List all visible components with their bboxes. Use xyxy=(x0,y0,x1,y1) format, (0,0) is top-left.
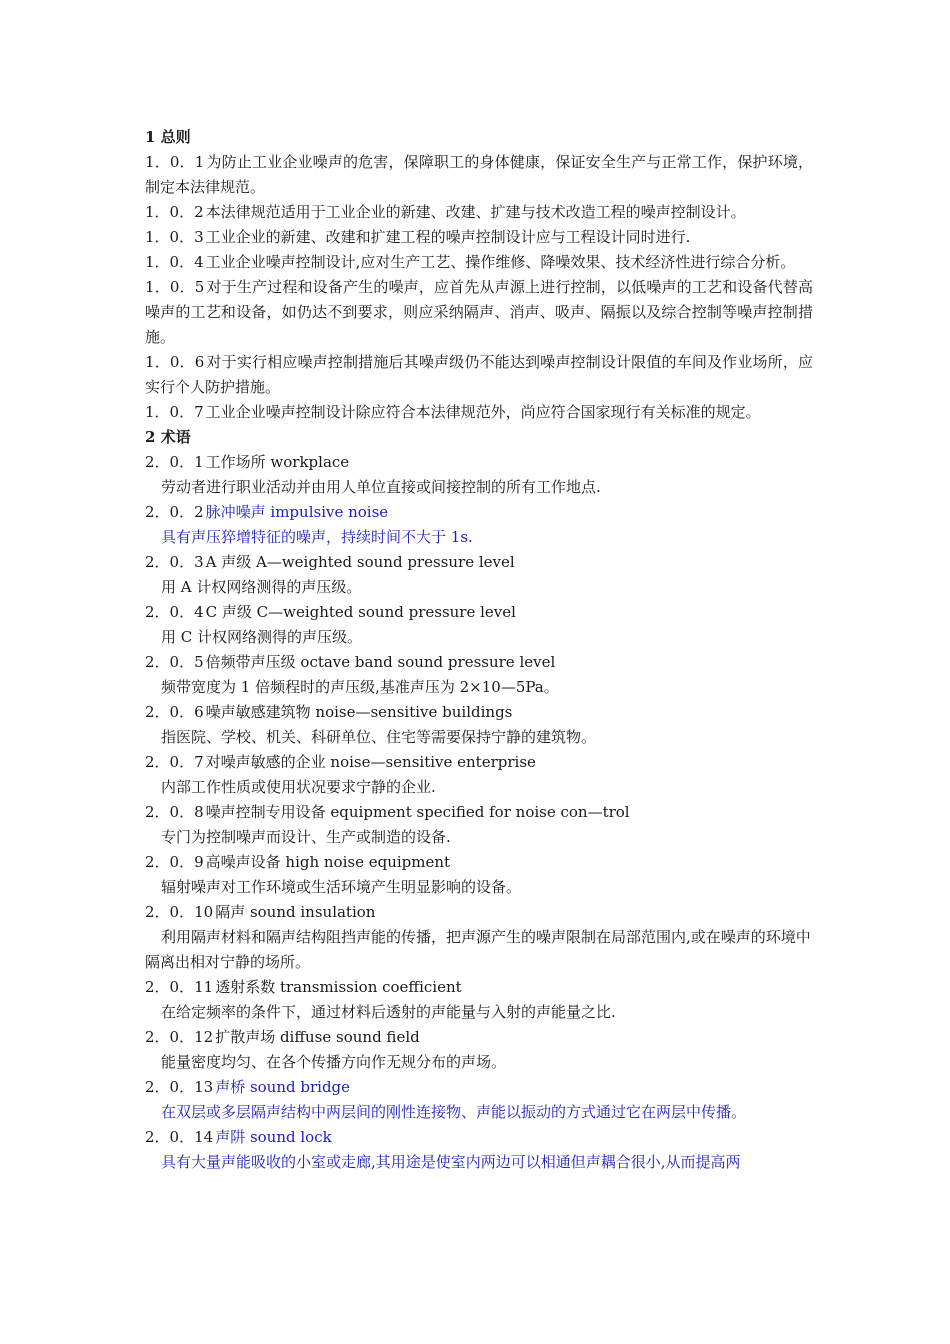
document-body xyxy=(145,125,813,1175)
clause-1-0-4: 1．0．4 工业企业噪声控制设计,应对生产工艺、操作维修、降噪效果、技术经济性进行综合分析。 xyxy=(145,253,796,271)
term-2-0-3: 2．0．3 A 声级 A—weighted sound pressure level xyxy=(145,553,515,571)
section-heading-terms: 2 术语 xyxy=(145,428,191,446)
term-2-0-10: 2．0．10 隔声 sound insulation xyxy=(145,903,376,921)
term-definition: 具有声压猝增特征的噪声，持续时间不大于 1s. xyxy=(161,528,473,546)
term-definition: 用 C 计权网络测得的声压级。 xyxy=(161,628,363,646)
term-definition: 具有大量声能吸收的小室或走廊,其用途是使室内两边可以相通但声耦合很小,从而提高两 xyxy=(161,1153,741,1171)
term-2-0-4: 2．0．4 C 声级 C—weighted sound pressure level xyxy=(145,603,516,621)
term-2-0-2: 2．0．2 脉冲噪声 impulsive noise xyxy=(145,503,389,521)
term-definition: 频带宽度为 1 倍频程时的声压级,基准声压为 2×10—5Pa。 xyxy=(161,678,559,696)
term-definition: 指医院、学校、机关、科研单位、住宅等需要保持宁静的建筑物。 xyxy=(161,728,597,746)
term-2-0-11: 2．0．11 透射系数 transmission coefficient xyxy=(145,978,462,996)
clause-1-0-1: 1．0．1 为防止工业企业噪声的危害，保障职工的身体健康，保证安全生产与正常工作，保护环境，制定本法律规范。 xyxy=(145,153,813,196)
clause-1-0-5: 1．0．5 对于生产过程和设备产生的噪声，应首先从声源上进行控制，以低噪声的工艺和设备代替高噪声的工艺和设备，如仍达不到要求，则应采纳隔声、消声、吸声、隔振以及综合控制等噪声控制措施。 xyxy=(145,278,813,346)
clause-1-0-7: 1．0．7 工业企业噪声控制设计除应符合本法律规范外，尚应符合国家现行有关标准的规定。 xyxy=(145,403,761,421)
term-definition: 利用隔声材料和隔声结构阻挡声能的传播，把声源产生的噪声限制在局部范围内,或在噪声的环境中隔离出相对宁静的场所。 xyxy=(145,928,811,971)
clause-1-0-2: 1．0．2 本法律规范适用于工业企业的新建、改建、扩建与技术改造工程的噪声控制设计。 xyxy=(145,203,746,221)
term-2-0-9: 2．0．9 高噪声设备 high noise equipment xyxy=(145,853,451,871)
clause-1-0-6: 1．0．6 对于实行相应噪声控制措施后其噪声级仍不能达到噪声控制设计限值的车间及作业场所，应实行个人防护措施。 xyxy=(145,353,813,396)
term-definition: 能量密度均匀、在各个传播方向作无规分布的声场。 xyxy=(161,1053,507,1071)
term-2-0-6: 2．0．6 噪声敏感建筑物 noise—sensitive buildings xyxy=(145,703,513,721)
term-definition: 在给定频率的条件下，通过材料后透射的声能量与入射的声能量之比. xyxy=(161,1003,616,1021)
term-definition: 用 A 计权网络测得的声压级。 xyxy=(161,578,362,596)
clause-1-0-3: 1．0．3 工业企业的新建、改建和扩建工程的噪声控制设计应与工程设计同时进行. xyxy=(145,228,691,246)
term-definition: 辐射噪声对工作环境或生活环境产生明显影响的设备。 xyxy=(161,878,522,896)
term-2-0-14: 2．0．14 声阱 sound lock xyxy=(145,1128,332,1146)
term-definition: 在双层或多层隔声结构中两层间的刚性连接物、声能以振动的方式通过它在两层中传播。 xyxy=(161,1103,747,1121)
section-heading-general: 1 总则 xyxy=(145,128,191,146)
term-2-0-8: 2．0．8 噪声控制专用设备 equipment specified for noise con—trol xyxy=(145,803,630,821)
term-2-0-1: 2．0．1 工作场所 workplace xyxy=(145,453,350,471)
term-2-0-13: 2．0．13 声桥 sound bridge xyxy=(145,1078,351,1096)
term-2-0-7: 2．0．7 对噪声敏感的企业 noise—sensitive enterprise xyxy=(145,753,536,771)
term-definition: 劳动者进行职业活动并由用人单位直接或间接控制的所有工作地点. xyxy=(161,478,601,496)
term-2-0-12: 2．0．12 扩散声场 diffuse sound field xyxy=(145,1028,420,1046)
term-2-0-5: 2．0．5 倍频带声压级 octave band sound pressure level xyxy=(145,653,556,671)
term-definition: 内部工作性质或使用状况要求宁静的企业. xyxy=(161,778,436,796)
term-definition: 专门为控制噪声而设计、生产或制造的设备. xyxy=(161,828,451,846)
